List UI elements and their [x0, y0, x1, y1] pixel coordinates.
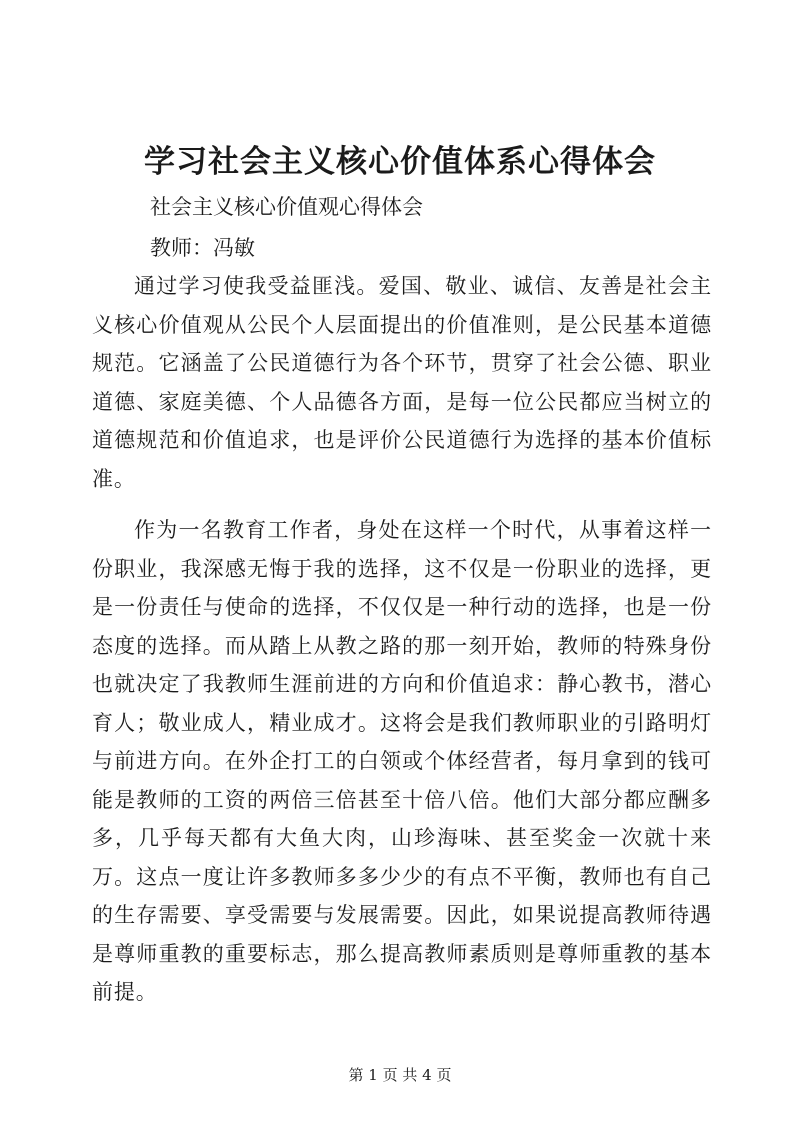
author-line: 教师：冯敏: [150, 236, 255, 260]
paragraph-2: 作为一名教育工作者，身处在这样一个时代，从事着这样一份职业，我深感无悔于我的选择，这不仅是一份职业的选择，更是一份责任与使命的选择，不仅仅是一种行动的选择，也是一份态度的选择。而从踏上从教之路的那一刻开始，教师的特殊身份也就决定了我教师生涯前进的方向和价值追求：静心教书，潜心育人；敬业成人，精业成才。这将会是我们教师职业的引路明灯与前进方向。在外企打工的白领或个体经营者，每月拿到的钱可能是教师的工资的两倍三倍甚至十倍八倍。他们大部分都应酬多多，几乎每天都有大鱼大肉，山珍海味、甚至奖金一次就十来万。这点一度让许多教师多多少少的有点不平衡，教师也有自己的生存需要、享受需要与发展需要。因此，如果说提高教师待遇是尊师重教的重要标志，那么提高教师素质则是尊师重教的基本前提。: [92, 518, 712, 1004]
document-subtitle: 社会主义核心价值观心得体会: [150, 195, 423, 219]
paragraph-1: 通过学习使我受益匪浅。爱国、敬业、诚信、友善是社会主义核心价值观从公民个人层面提出的价值准则，是公民基本道德规范。它涵盖了公民道德行为各个环节，贯穿了社会公德、职业道德、家庭美德、个人品德各方面，是每一位公民都应当树立的道德规范和价值追求，也是评价公民道德行为选择的基本价值标准。: [92, 274, 712, 491]
document-title: 学习社会主义核心价值体系心得体会: [144, 144, 656, 180]
page-footer: 第 1 页 共 4 页: [348, 1066, 452, 1084]
